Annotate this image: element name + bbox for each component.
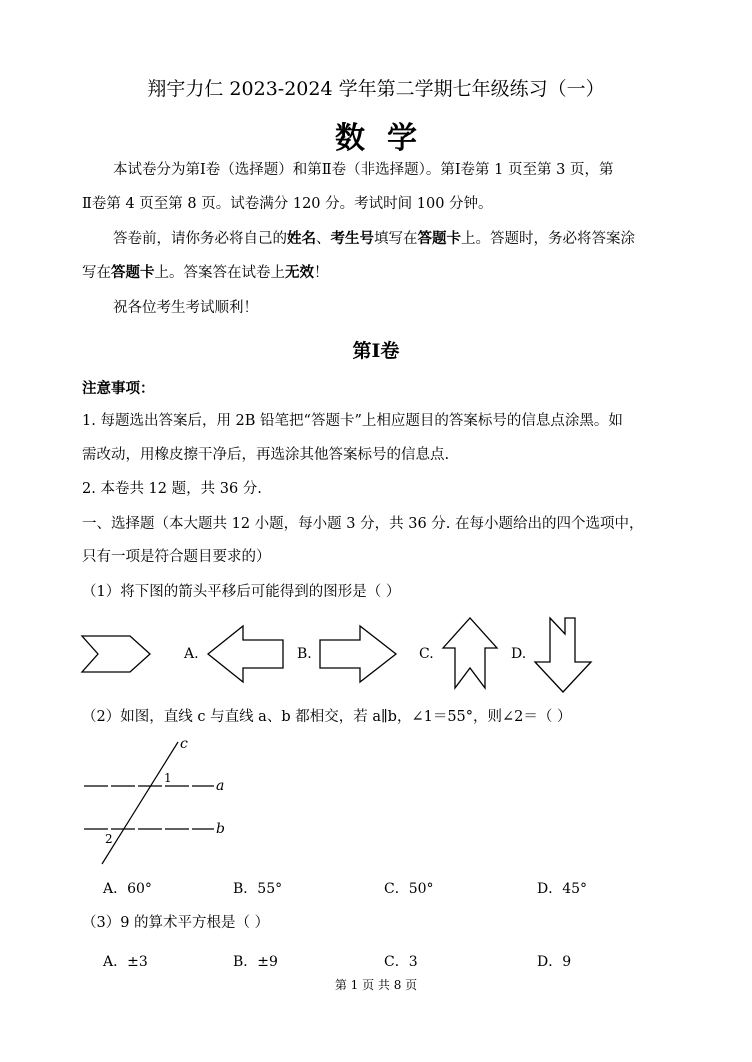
question-3-option-c[interactable]: C．3 — [384, 954, 418, 970]
bold-answer-card: 答题卡 — [417, 230, 461, 247]
question-3-option-d[interactable]: D．9 — [537, 954, 572, 970]
section-1-heading-line-2: 只有一项是符合题目要求的） — [82, 549, 271, 565]
text: 填写在 — [374, 231, 418, 247]
text: 上。答题时，务必将答案涂 — [461, 231, 635, 247]
question-3-option-b[interactable]: B．±9 — [233, 954, 278, 970]
label-a: a — [216, 778, 225, 794]
question-1-option-d-label[interactable]: D. — [511, 646, 527, 662]
option-d-arrow-shape — [535, 618, 591, 692]
bold-name: 姓名 — [287, 230, 316, 247]
text: ！ — [314, 265, 329, 281]
note-1-line-1: 1. 每题选出答案后，用 2B 铅笔把“答题卡”上相应题目的答案标号的信息点涂黑。如 — [82, 413, 623, 429]
note-1-line-2: 需改动，用橡皮擦干净后，再选涂其他答案标号的信息点. — [82, 447, 450, 463]
text: 、 — [316, 231, 331, 247]
intro-paragraph-1-line-2: Ⅱ卷第 4 页至第 8 页。试卷满分 120 分。考试时间 100 分钟。 — [82, 196, 493, 212]
question-1-option-a-label[interactable]: A. — [184, 646, 199, 662]
text: 写在 — [82, 265, 111, 281]
subject-title: 数学 — [335, 121, 439, 156]
question-2-option-d[interactable]: D．45° — [537, 881, 588, 897]
page-title: 翔宇力仁 2023-2024 学年第二学期七年级练习（一） — [147, 78, 605, 100]
question-3-stem: （3）9 的算术平方根是（ ） — [82, 915, 270, 931]
text: 上。答案答在试卷上 — [154, 265, 285, 281]
option-a-arrow-shape — [208, 626, 283, 682]
question-2-option-c[interactable]: C．50° — [384, 881, 434, 897]
bold-answer-card: 答题卡 — [111, 264, 155, 281]
original-arrow-shape — [82, 636, 150, 672]
bold-invalid: 无效 — [285, 264, 314, 281]
option-b-arrow-shape — [320, 626, 396, 682]
question-3-option-a[interactable]: A．±3 — [103, 954, 148, 970]
question-1-stem: （1）将下图的箭头平移后可能得到的图形是（ ） — [82, 584, 401, 600]
label-b: b — [216, 821, 225, 837]
label-angle-2: 2 — [105, 832, 113, 846]
bold-exam-number: 考生号 — [330, 230, 374, 247]
intro-paragraph-1-line-1: 本试卷分为第Ⅰ卷（选择题）和第Ⅱ卷（非选择题）。第Ⅰ卷第 1 页至第 3 页，第 — [113, 162, 614, 178]
question-2-option-b[interactable]: B．55° — [233, 881, 283, 897]
text: 答卷前，请你务必将自己的 — [113, 231, 287, 247]
note-2: 2. 本卷共 12 题，共 36 分. — [82, 481, 262, 497]
question-2-option-a[interactable]: A．60° — [103, 881, 152, 897]
intro-paragraph-2-line-2 — [82, 263, 329, 283]
question-2-stem: （2）如图，直线 c 与直线 a、b 都相交，若 a∥b，∠1＝55°，则∠2＝（ ） — [82, 709, 572, 725]
label-c: c — [180, 736, 188, 752]
page-footer: 第 1 页 共 8 页 — [334, 978, 418, 992]
section-1-heading-line-1: 一、选择题（本大题共 12 小题，每小题 3 分，共 36 分. 在每小题给出的四个选项中， — [82, 516, 644, 532]
line-c — [102, 742, 178, 864]
question-2-figure — [78, 734, 248, 870]
intro-paragraph-3: 祝各位考生考试顺利！ — [113, 300, 258, 316]
volume-title: 第Ⅰ卷 — [352, 340, 400, 362]
question-1-option-c-label[interactable]: C. — [419, 646, 434, 662]
question-1-option-b-label[interactable]: B. — [297, 646, 312, 662]
intro-paragraph-2-line-1 — [113, 229, 635, 249]
label-angle-1: 1 — [164, 771, 172, 785]
notes-heading: 注意事项： — [82, 380, 155, 397]
option-c-arrow-shape — [443, 618, 497, 688]
